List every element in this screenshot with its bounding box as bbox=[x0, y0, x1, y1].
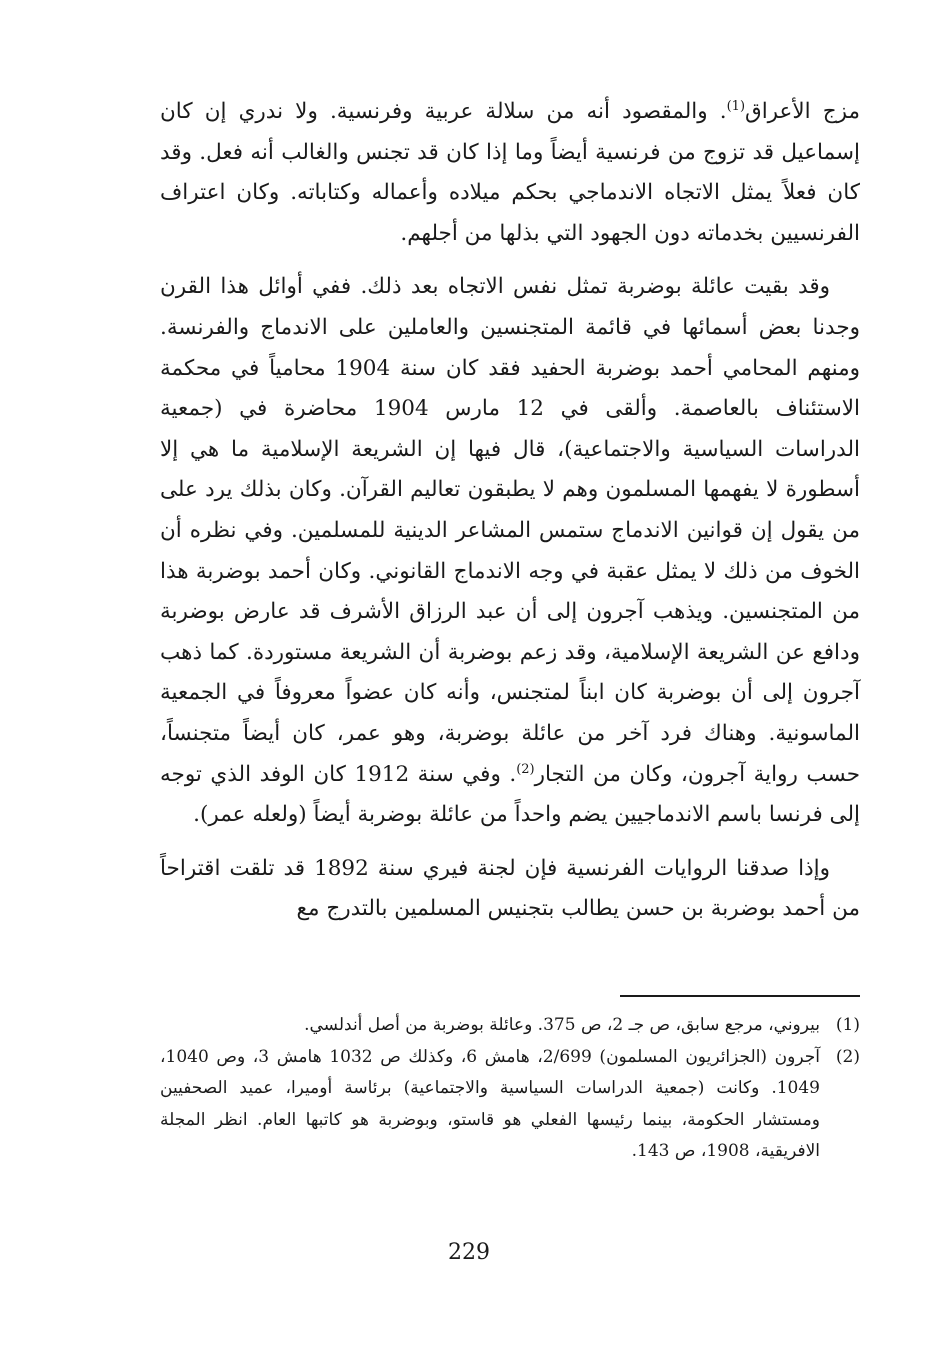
paragraph-3 bbox=[160, 849, 860, 930]
paragraph-2-text-b: . وفي سنة 1912 كان الوفد الذي توجه إلى فرنسا باسم الاندماجيين يضم واحداً من عائلة بوضربة أيضاً (ولعله عمر). bbox=[160, 761, 860, 828]
footnote-1 bbox=[160, 1010, 860, 1042]
footnotes bbox=[160, 1010, 860, 1168]
paragraph-1 bbox=[160, 92, 860, 254]
footnote-2-text: آجرون (الجزائريون المسلمون) 2/699، هامش 6، وكذلك ص 1032 هامش 3، وص 1040، 1049. وكانت (جمعية الدراسات السياسية والاجتماعية) برئاسة أوميرا، عميد الصحفيين ومستشار الحكومة، بينما رئيسها الفعلي هو قاستو، وبوضربة هو كاتبها العام. انظر المجلة الافريقية، 1908، ص 143. bbox=[160, 1046, 820, 1161]
paragraph-2 bbox=[160, 267, 860, 835]
main-text bbox=[160, 92, 860, 930]
footnote-2 bbox=[160, 1042, 860, 1168]
footnote-1-text: بيروني، مرجع سابق، ص جـ 2، ص 375. وعائلة بوضربة من أصل أندلسي. bbox=[304, 1015, 820, 1035]
paragraph-1-text-a: مزج الأعراق bbox=[745, 99, 860, 124]
paragraph-3-text-a: وإذا صدقنا الروايات الفرنسية فإن لجنة فيري سنة 1892 قد تلقت اقتراحاً من أحمد بوضربة بن حسن يطالب بتجنيس المسلمين بالتدرج مع bbox=[160, 855, 860, 922]
page-number: 229 bbox=[448, 1240, 490, 1265]
footnote-separator bbox=[620, 995, 860, 997]
footnote-ref-1: (1) bbox=[726, 98, 746, 114]
footnote-1-number: (1) bbox=[835, 1015, 860, 1035]
footnote-2-number: (2) bbox=[835, 1046, 860, 1067]
footnote-ref-2: (2) bbox=[516, 761, 535, 777]
paragraph-2-text-a: وقد بقيت عائلة بوضربة تمثل نفس الاتجاه بعد ذلك. ففي أوائل هذا القرن وجدنا بعض أسمائها في قائمة المتجنسين والعاملين على الاندماج والفرنسة. ومنهم المحامي أحمد بوضربة الحفيد فقد كان سنة 1904 محامياً في محكمة الاستئناف بالعاصمة. وألقى في 12 مارس 1904 محاضرة في (جمعية الدراسات السياسية والاجتماعية)، قال فيها إن الشريعة الإسلامية ما هي إلا أسطورة لا يفهمها المسلمون وهم لا يطبقون تعاليم القرآن. وكان بذلك يرد على من يقول إن قوانين الاندماج ستمس المشاعر الدينية للمسلمين. وفي نظره أن الخوف من ذلك لا يمثل عقبة في وجه الاندماج القانوني. وكان أحمد بوضربة هذا من المتجنسين. ويذهب آجرون إلى أن عبد الرزاق الأشرف قد عارض بوضربة ودافع عن الشريعة الإسلامية، وقد زعم بوضربة أن الشريعة مستوردة. كما ذهب آجرون إلى أن بوضربة كان ابناً لمتجنس، وأنه كان عضواً معروفاً في الجمعية الماسونية. وهناك فرد آخر من عائلة بوضربة، وهو عمر، كان أيضاً متجنساً، حسب رواية آجرون، وكان من التجار bbox=[160, 274, 860, 787]
paragraph-1-text-b: . والمقصود أنه من سلالة عربية وفرنسية. ولا ندري إن كان إسماعيل قد تزوج من فرنسية أيضاً وما إذا كان قد تجنس والغالب أنه فعل. وقد كان فعلاً يمثل الاتجاه الاندماجي بحكم ميلاده وأعماله وكتاباته. وكان اعتراف الفرنسيين بخدماته دون الجهود التي بذلها من أجلهم. bbox=[160, 99, 860, 246]
